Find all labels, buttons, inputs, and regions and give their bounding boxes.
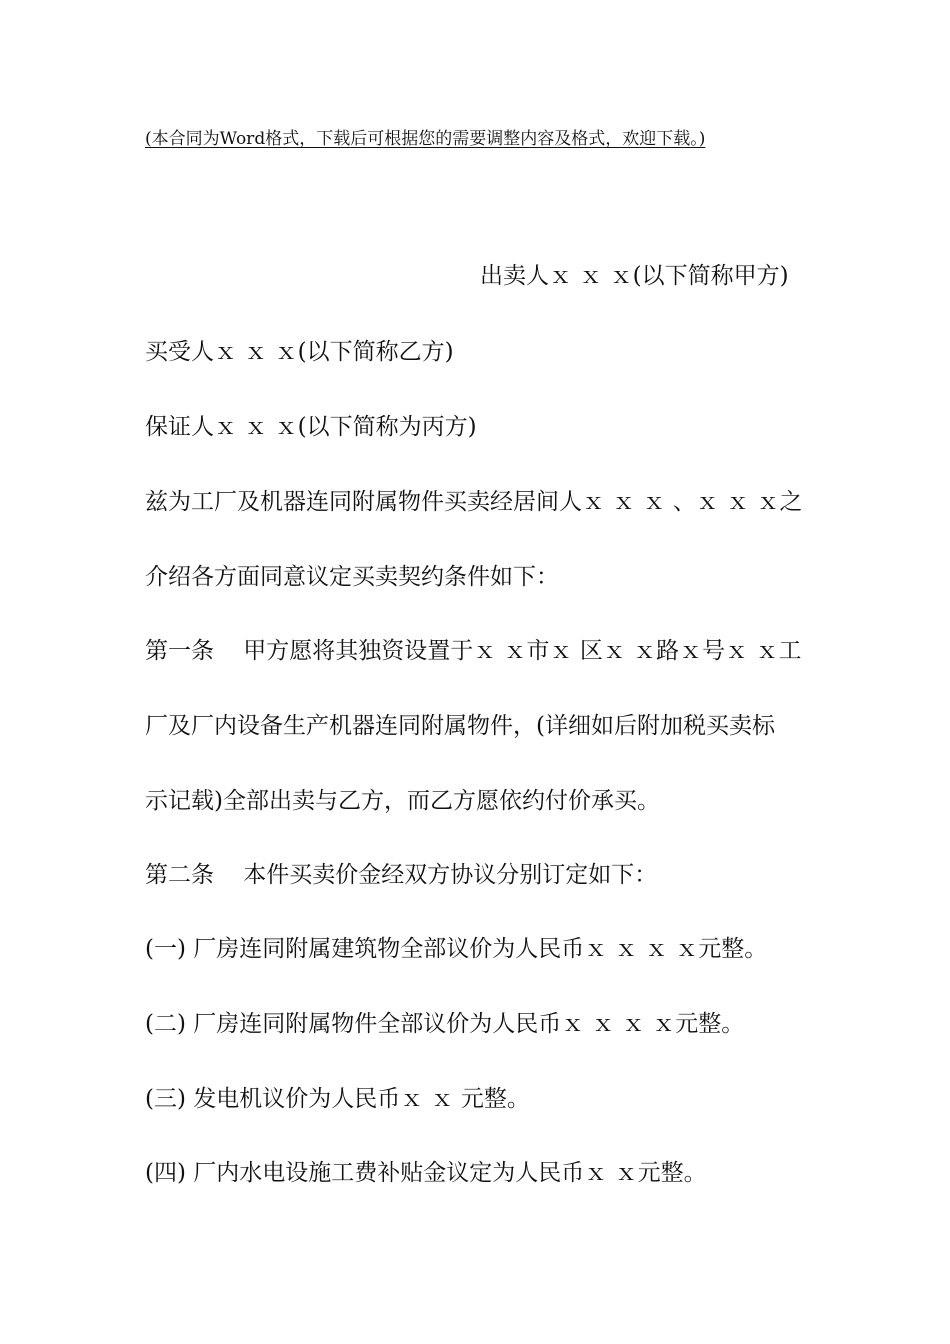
article-2-heading: 第二条 本件买卖价金经双方协议分别订定如下：	[145, 862, 658, 888]
seller-line: 出卖人ｘ ｘ ｘ(以下简称甲方)	[480, 263, 789, 289]
intro-paragraph-line-1: 兹为工厂及机器连同附属物件买卖经居间人ｘ ｘ ｘ 、ｘ ｘ ｘ之	[145, 489, 803, 515]
buyer-line: 买受人ｘ ｘ ｘ(以下简称乙方)	[145, 339, 454, 365]
article-1-line-3: 示记载)全部出卖与乙方，而乙方愿依约付价承买。	[145, 788, 660, 814]
price-item-2: (二) 厂房连同附属物件全部议价为人民币ｘ ｘ ｘ ｘ元整。	[145, 1011, 745, 1037]
guarantor-line: 保证人ｘ ｘ ｘ(以下简称为丙方)	[145, 414, 477, 440]
price-item-3: (三) 发电机议价为人民币ｘ ｘ 元整。	[145, 1086, 530, 1112]
article-1-line-1: 第一条 甲方愿将其独资设置于ｘ ｘ市ｘ 区ｘ ｘ路ｘ号ｘ ｘ工	[145, 638, 802, 664]
download-note: (本合同为Word格式，下载后可根据您的需要调整内容及格式，欢迎下载。)	[145, 129, 706, 149]
article-1-line-2: 厂及厂内设备生产机器连同附属物件，(详细如后附加税买卖标	[145, 713, 775, 739]
price-item-1: (一) 厂房连同附属建筑物全部议价为人民币ｘ ｘ ｘ ｘ元整。	[145, 936, 768, 962]
price-item-4: (四) 厂内水电设施工费补贴金议定为人民币ｘ ｘ元整。	[145, 1160, 707, 1186]
intro-paragraph-line-2: 介绍各方面同意议定买卖契约条件如下：	[145, 564, 559, 590]
